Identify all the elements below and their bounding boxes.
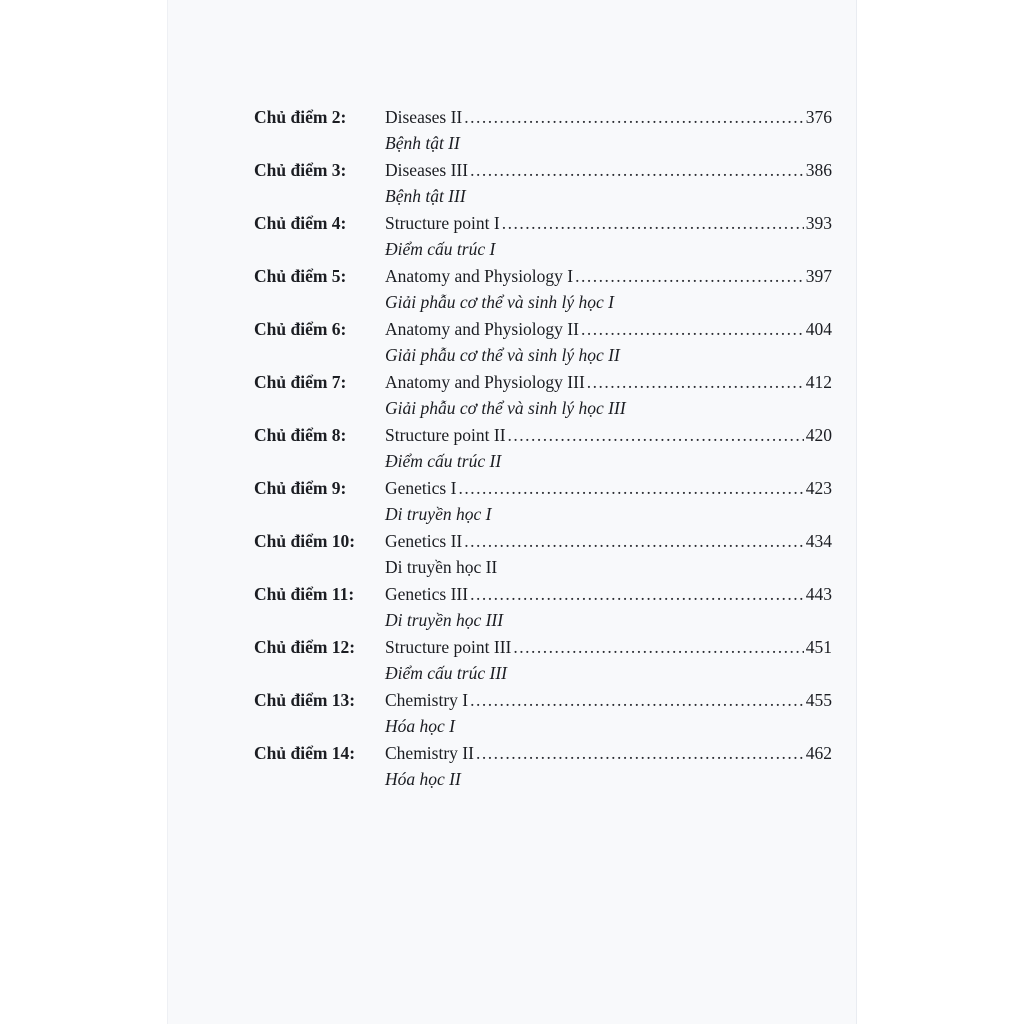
toc-entry-title: Anatomy and Physiology III xyxy=(385,372,585,392)
leader-dots xyxy=(502,210,804,237)
toc-entry-title: Genetics I xyxy=(385,478,457,498)
leader-dots xyxy=(575,263,804,290)
toc-entry xyxy=(254,740,832,793)
toc-entry-page: 404 xyxy=(805,319,832,339)
toc-entry-page: 423 xyxy=(805,478,832,498)
toc-entry xyxy=(254,157,832,210)
toc-entry-subtitle: Hóa học I xyxy=(385,716,455,736)
toc-entry-subtitle: Di truyền học II xyxy=(385,557,498,577)
toc-entry-subtitle: Giải phẫu cơ thể và sinh lý học II xyxy=(385,345,620,365)
toc-entry-page: 412 xyxy=(805,372,832,392)
toc-entry-label: Chủ điểm 8: xyxy=(254,425,347,445)
toc-entry xyxy=(254,422,832,475)
toc-entry-subtitle: Di truyền học III xyxy=(385,610,504,630)
toc-entry-subtitle: Giải phẫu cơ thể và sinh lý học III xyxy=(385,398,626,418)
toc-entry-label: Chủ điểm 11: xyxy=(254,584,355,604)
leader-dots xyxy=(513,634,803,661)
toc-entry-label: Chủ điểm 13: xyxy=(254,690,356,710)
toc-entry-label: Chủ điểm 14: xyxy=(254,743,356,763)
toc-entry xyxy=(254,316,832,369)
toc-entry-page: 393 xyxy=(805,213,832,233)
toc-entry xyxy=(254,687,832,740)
toc-entry-subtitle: Điểm cấu trúc II xyxy=(385,451,502,471)
toc-entry-page: 434 xyxy=(805,531,832,551)
toc-entry xyxy=(254,210,832,263)
toc-entry-title: Genetics III xyxy=(385,584,469,604)
toc-entry-title: Structure point III xyxy=(385,637,512,657)
toc-entry-title: Structure point I xyxy=(385,213,500,233)
toc-entry-label: Chủ điểm 5: xyxy=(254,266,347,286)
leader-dots xyxy=(470,581,804,608)
toc-entry-title: Chemistry I xyxy=(385,690,469,710)
toc-entry xyxy=(254,104,832,157)
toc-entry-label: Chủ điểm 9: xyxy=(254,478,347,498)
toc-entry-title: Anatomy and Physiology II xyxy=(385,319,579,339)
toc-entry xyxy=(254,634,832,687)
toc-entry-page: 397 xyxy=(805,266,832,286)
leader-dots xyxy=(587,369,804,396)
toc-entry-label: Chủ điểm 4: xyxy=(254,213,347,233)
toc-entry-title: Anatomy and Physiology I xyxy=(385,266,574,286)
toc-entry-subtitle: Bệnh tật III xyxy=(385,186,466,206)
table-of-contents xyxy=(254,104,832,793)
toc-entry xyxy=(254,528,832,581)
toc-entry-subtitle: Hóa học II xyxy=(385,769,461,789)
toc-entry-title: Diseases III xyxy=(385,160,469,180)
toc-entry-subtitle: Di truyền học I xyxy=(385,504,492,524)
toc-entry-label: Chủ điểm 6: xyxy=(254,319,347,339)
toc-entry xyxy=(254,369,832,422)
toc-entry-subtitle: Giải phẫu cơ thể và sinh lý học I xyxy=(385,292,615,312)
toc-entry-page: 443 xyxy=(805,584,832,604)
toc-entry-page: 455 xyxy=(805,690,832,710)
toc-entry-subtitle: Bệnh tật II xyxy=(385,133,460,153)
toc-entry-title: Structure point II xyxy=(385,425,506,445)
toc-entry xyxy=(254,475,832,528)
leader-dots xyxy=(508,422,804,449)
toc-entry xyxy=(254,581,832,634)
toc-entry-label: Chủ điểm 3: xyxy=(254,160,347,180)
leader-dots xyxy=(458,475,803,502)
toc-entry-page: 386 xyxy=(805,160,832,180)
toc-entry-title: Genetics II xyxy=(385,531,463,551)
toc-entry-label: Chủ điểm 10: xyxy=(254,531,356,551)
toc-entry-title: Diseases II xyxy=(385,107,463,127)
toc-entry-subtitle: Điểm cấu trúc I xyxy=(385,239,496,259)
toc-entry-page: 376 xyxy=(805,107,832,127)
toc-entry-label: Chủ điểm 2: xyxy=(254,107,347,127)
leader-dots xyxy=(476,740,804,767)
toc-entry-page: 420 xyxy=(805,425,832,445)
toc-entry-subtitle: Điểm cấu trúc III xyxy=(385,663,507,683)
leader-dots xyxy=(464,104,803,131)
toc-entry xyxy=(254,263,832,316)
toc-entry-page: 451 xyxy=(805,637,832,657)
toc-entry-label: Chủ điểm 12: xyxy=(254,637,356,657)
toc-entry-title: Chemistry II xyxy=(385,743,474,763)
leader-dots xyxy=(464,528,803,555)
toc-entry-page: 462 xyxy=(805,743,832,763)
leader-dots xyxy=(470,687,804,714)
toc-entry-label: Chủ điểm 7: xyxy=(254,372,347,392)
leader-dots xyxy=(581,316,804,343)
leader-dots xyxy=(470,157,804,184)
